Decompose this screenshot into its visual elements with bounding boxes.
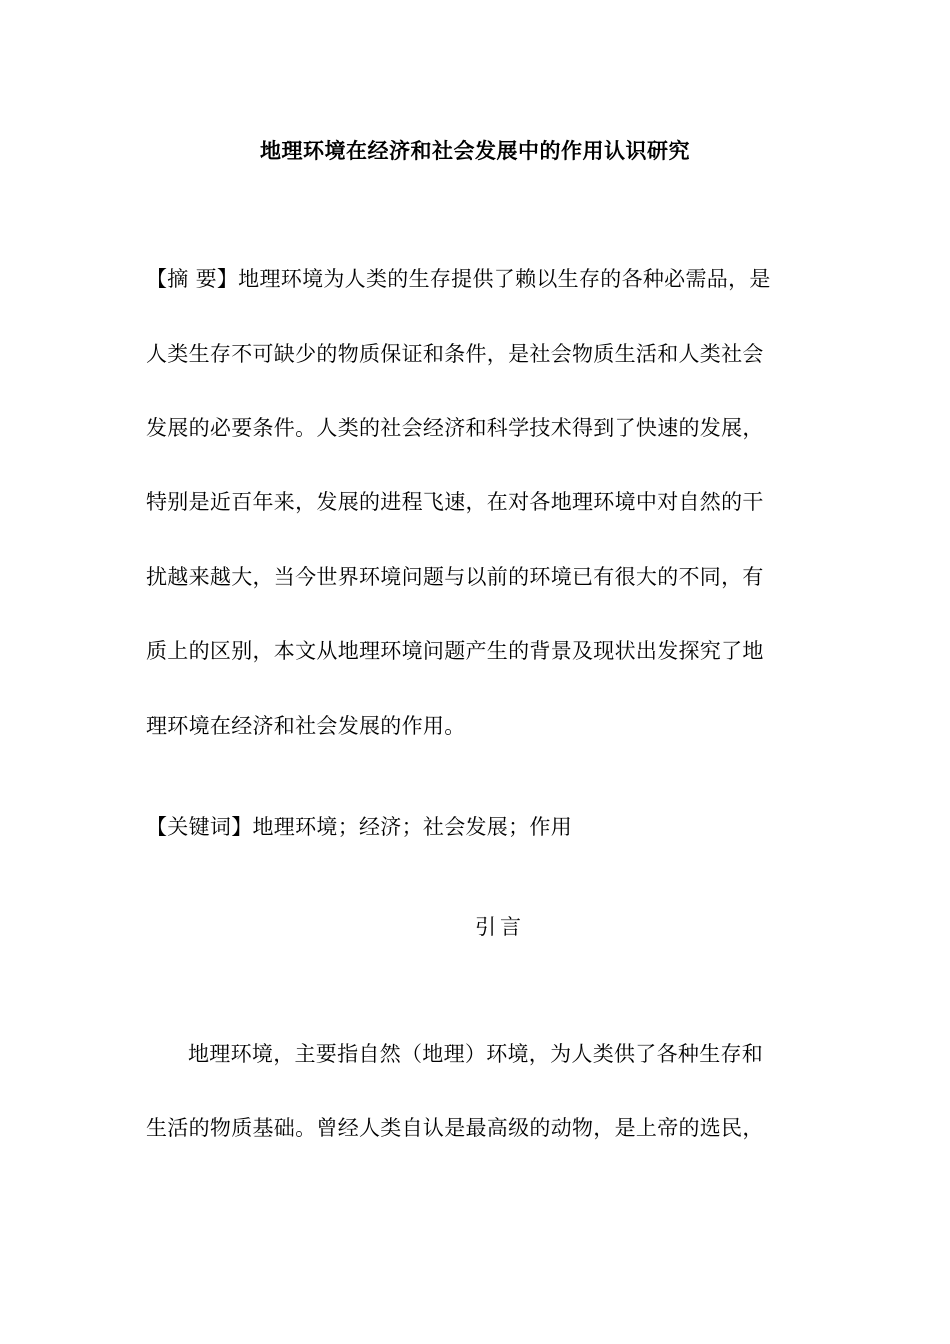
abstract-line-5: 扰越来越大，当今世界环境问题与以前的环境已有很大的不同，有 <box>146 565 764 589</box>
abstract-line-3: 发展的必要条件。人类的社会经济和科学技术得到了快速的发展， <box>146 416 764 440</box>
abstract-line-4: 特别是近百年来，发展的进程飞速，在对各地理环境中对自然的干 <box>146 490 764 514</box>
keywords-line: 【关键词】地理环境；经济；社会发展；作用 <box>146 815 572 839</box>
intro-line-1: 地理环境，主要指自然（地理）环境，为人类供了各种生存和 <box>188 1042 764 1066</box>
abstract-line-7: 理环境在经济和社会发展的作用。 <box>146 714 466 738</box>
intro-line-2: 生活的物质基础。曾经人类自认是最高级的动物，是上帝的选民， <box>146 1116 764 1140</box>
abstract-line-1: 【摘 要】地理环境为人类的生存提供了赖以生存的各种必需品，是 <box>146 267 771 291</box>
document-title: 地理环境在经济和社会发展中的作用认识研究 <box>260 138 690 163</box>
section-heading: 引言 <box>475 915 525 939</box>
abstract-line-6: 质上的区别，本文从地理环境问题产生的背景及现状出发探究了地 <box>146 639 764 663</box>
abstract-line-2: 人类生存不可缺少的物质保证和条件，是社会物质生活和人类社会 <box>146 342 764 366</box>
